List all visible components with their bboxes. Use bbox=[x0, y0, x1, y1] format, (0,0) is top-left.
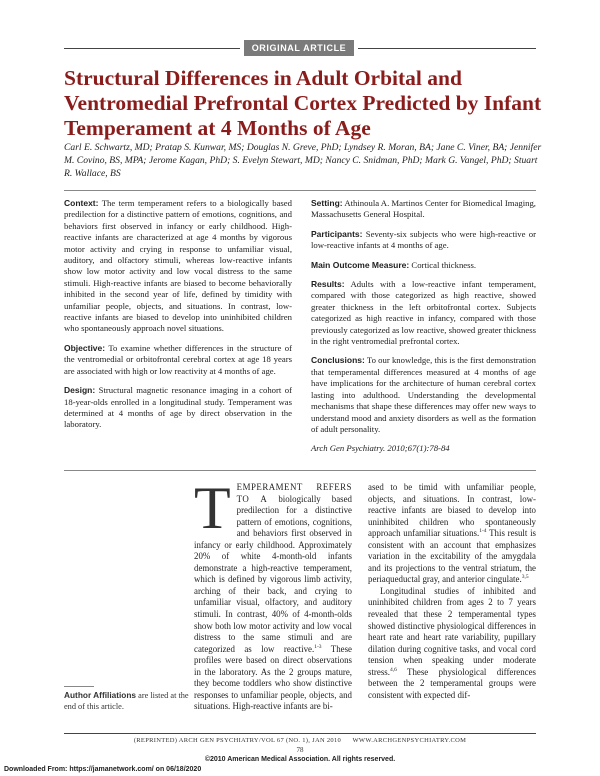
body-text-2: ased to be timid with unfamiliar people, objects, and situations. In contrast, low-reactive infants are biased to develop into uninhibited children who spontaneously approach unfamiliar situations. bbox=[368, 482, 536, 539]
abstract-left-column bbox=[64, 198, 292, 439]
affiliations-label: Author Affiliations bbox=[64, 690, 137, 700]
results-label: Results: bbox=[311, 279, 345, 290]
abstract-setting bbox=[311, 198, 536, 221]
download-stamp: Downloaded From: https://jamanetwork.com/ on 06/18/2020 bbox=[4, 766, 202, 773]
context-label: Context: bbox=[64, 198, 99, 208]
outcome-label: Main Outcome Measure: bbox=[311, 259, 410, 270]
citation-sup-3: 3,5 bbox=[521, 574, 529, 581]
article-title: Structural Differences in Adult Orbital and Ventromedial Prefrontal Cortex Predicted by Infant Temperament at 4 Months of Age bbox=[64, 66, 542, 140]
body-text-3: Longitudinal studies of inhibited and uninhibited children from ages 2 to 7 years revealed that these 2 temperamental types showed distinctive physiological differences in heart rate and heart rate variability, pupillary dilation during cognitive tasks, and vocal cord tension when speaking under moderate stress. bbox=[368, 585, 536, 677]
affiliation-rule bbox=[64, 686, 94, 687]
body-column-1 bbox=[194, 475, 352, 713]
design-text: Structural magnetic resonance imaging in a cohort of 18-year-olds enrolled in a longitudinal study. Temperament was determined at 4 months of age by direct observation in the laboratory. bbox=[64, 385, 293, 430]
lead-small-caps: EMPERAMENT REFERS TO A bbox=[236, 482, 352, 504]
body-text-1: biologically based predilection for a distinctive pattern of emotions, cognitions, and behaviors first observed in infancy or early childhood. Approximately 20% of white 4-month-old infants demonstrate a high-reactive temperament, which is defined by vigorous limb activity, arching of their back, and crying to unfamiliar visual, olfactory, and auditory stimuli. In contrast, 40% of 4-month-olds show both low motor activity and low vocal distress to the same stimuli and are categorized as low reactive. bbox=[194, 493, 352, 654]
author-affiliations bbox=[64, 690, 189, 712]
setting-text: Athinoula A. Martinos Center for Biomedical Imaging, Massachusetts General Hospital. bbox=[311, 198, 536, 220]
body-paragraph-1 bbox=[194, 475, 352, 713]
header-rule-left bbox=[64, 48, 240, 49]
conclusions-text: To our knowledge, this is the first demonstration that temperamental differences measured at 4 months of age have implications for the architecture of human cerebral cortex lasting into adulthood. Understanding the developmental mechanisms that shape these differences may offer new ways to understand mood and anxiety disorders as well as the formation of adult personality. bbox=[311, 355, 536, 434]
abstract-conclusions bbox=[311, 355, 536, 435]
conclusions-label: Conclusions: bbox=[311, 355, 365, 366]
body-text-3b: These physiological differences between the 2 temperamental groups were consistent with expected dif- bbox=[368, 666, 536, 700]
abstract-objective bbox=[64, 343, 292, 377]
participants-label: Participants: bbox=[311, 228, 363, 239]
setting-label: Setting: bbox=[311, 198, 343, 208]
abstract-right-column bbox=[311, 198, 536, 463]
abstract-top-rule bbox=[64, 190, 536, 191]
abstract-participants bbox=[311, 229, 536, 252]
abstract-design bbox=[64, 385, 292, 431]
outcome-text: Cortical thickness. bbox=[411, 259, 477, 270]
affiliations-text: are listed at the end of this article. bbox=[64, 691, 189, 711]
objective-label: Objective: bbox=[64, 342, 106, 353]
results-text: Adults with a low-reactive infant temperament, compared with those categorized as high reactive, showed greater thickness in the left orbitofrontal cortex. Subjects categorized as high reactive in infancy, compared with those previously categorized as low reactive, showed greater thickness in the right ventromedial prefrontal cortex. bbox=[311, 279, 536, 347]
citation-sup-2: 1-4 bbox=[479, 528, 487, 535]
design-label: Design: bbox=[64, 385, 96, 396]
objective-text: To examine whether differences in the structure of the ventromedial or orbitofrontal cerebral cortex at age 18 years are associated with high or low reactivity at 4 months of age. bbox=[64, 342, 292, 376]
page-number: 78 bbox=[296, 746, 304, 754]
citation: Arch Gen Psychiatry. 2010;67(1):78-84 bbox=[311, 443, 450, 454]
body-paragraph-3 bbox=[368, 586, 536, 701]
copyright-notice: ©2010 American Medical Association. All rights reserved. bbox=[204, 756, 396, 763]
citation-sup-4: 4,6 bbox=[389, 666, 397, 673]
context-text: The term temperament refers to a biologically based predilection for a distinctive pattern of emotions, cognitions, and behaviors first observed in infancy or early childhood. High-reactive infants are characterized at age 4 months by vigorous motor activity and crying in response to unfamiliar visual, auditory, and olfactory stimuli, whereas low-reactive infants show low motor activity and low vocal distress to the same stimuli. High-reactive infants are biased to become behaviorally inhibited in the second year of life, defined by timidity with unfamiliar people, objects, and situations. In contrast, low-reactive infants are biased to develop into uninhibited children who spontaneously approach novel situations. bbox=[64, 198, 293, 334]
body-text-2b: This result is consistent with an account that emphasizes variation in the excitability of the amygdala and its projections to the ventral striatum, the periaqueductal gray, and anterior cingulate. bbox=[368, 528, 537, 585]
article-type-badge: ORIGINAL ARTICLE bbox=[244, 40, 354, 56]
abstract-results bbox=[311, 279, 536, 347]
running-footer: (REPRINTED) ARCH GEN PSYCHIATRY/VOL 67 (NO. 1), JAN 2010 WWW.ARCHGENPSYCHIATRY.COM bbox=[133, 737, 467, 744]
citation-sup-1: 1-3 bbox=[314, 643, 322, 650]
drop-cap: T bbox=[194, 475, 231, 541]
participants-text: Seventy-six subjects who were high-reactive or low-reactive infants at 4 months of age. bbox=[311, 228, 536, 251]
body-paragraph-2 bbox=[368, 482, 536, 586]
abstract-outcome bbox=[311, 260, 536, 271]
body-column-2 bbox=[368, 482, 536, 701]
footer-rule bbox=[64, 733, 536, 734]
body-text-1b: These profiles were based on direct observations in the laboratory. As the 2 groups mature, they become toddlers who show distinctive responses to unfamiliar people, objects, and situations. High-reactive infants are bi- bbox=[194, 643, 352, 712]
abstract-bottom-rule bbox=[64, 470, 536, 471]
header-rule-right bbox=[358, 48, 536, 49]
author-list: Carl E. Schwartz, MD; Pratap S. Kunwar, MS; Douglas N. Greve, PhD; Lyndsey R. Moran, BA; Jane C. Viner, BA; Jennifer M. Covino, BS, MPA; Jerome Kagan, PhD; S. Evelyn Stewart, MD; Nancy C. Snidman, PhD; Mark G. Vangel, PhD; Stuart R. Wallace, BS bbox=[64, 142, 542, 179]
abstract-context bbox=[64, 198, 292, 335]
